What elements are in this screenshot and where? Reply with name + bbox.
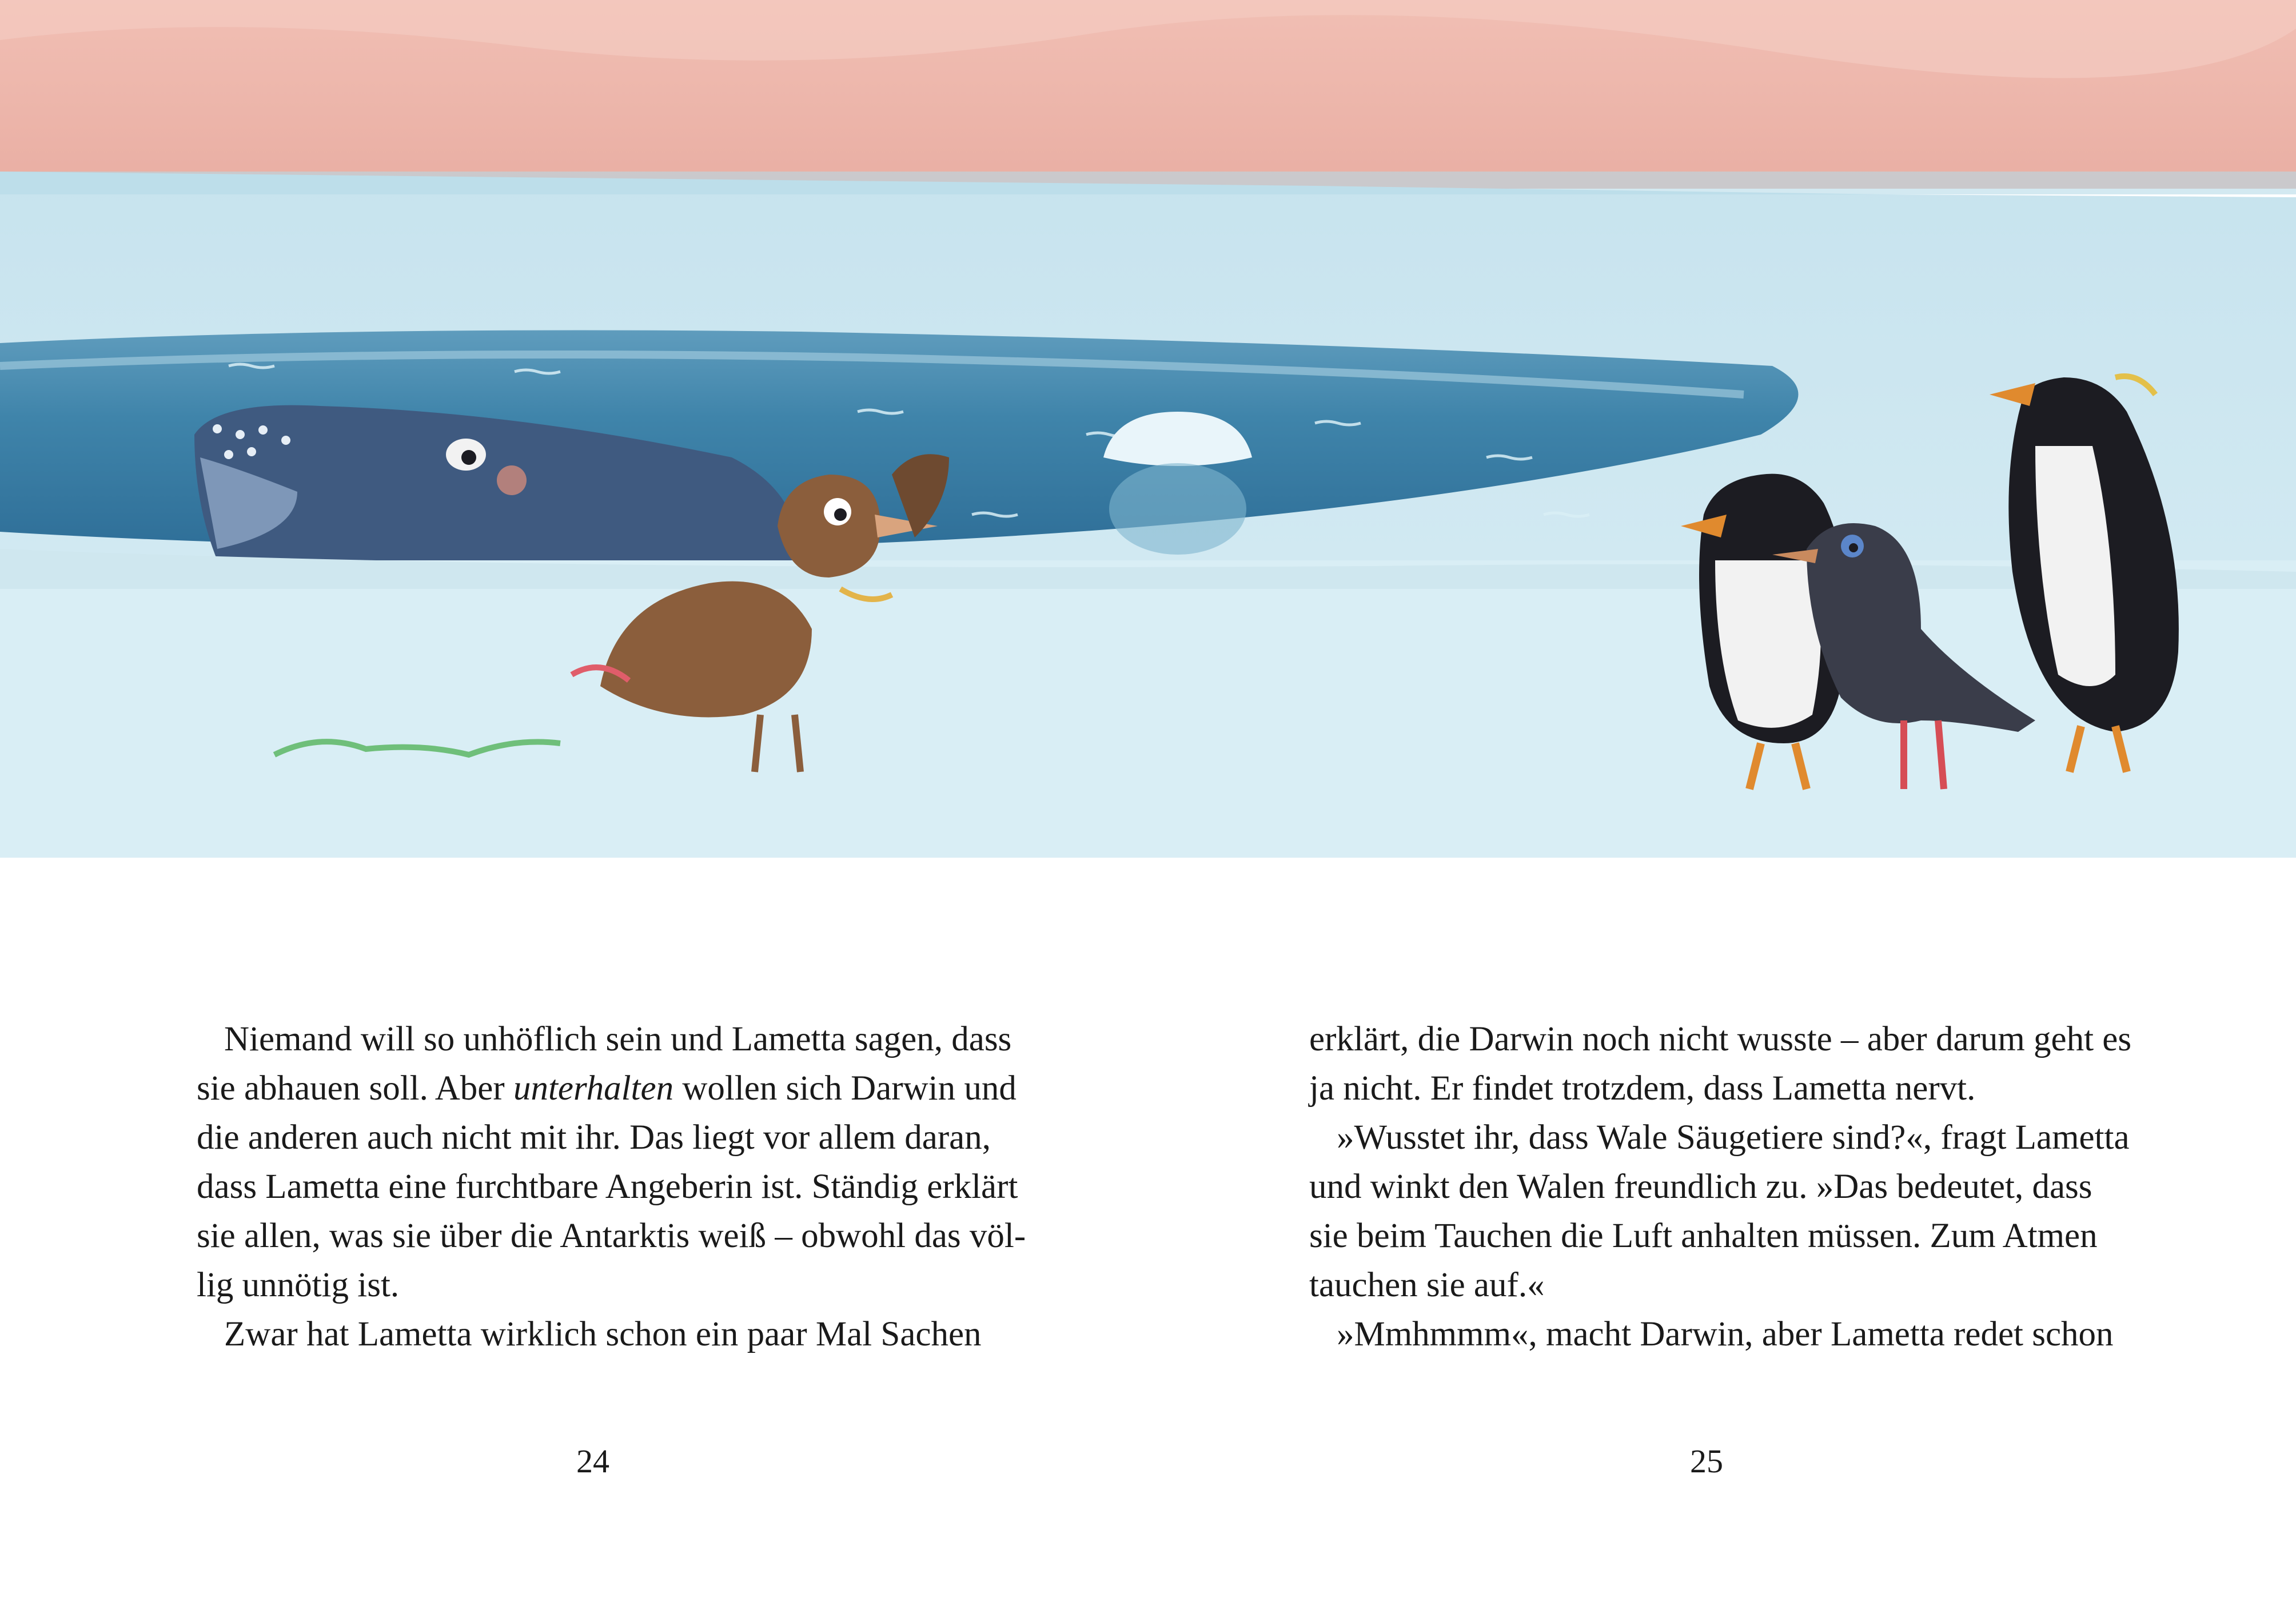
text-line: lig unnötig ist. — [197, 1266, 400, 1304]
text-line: ja nicht. Er findet trotzdem, dass Lametta nervt. — [1309, 1069, 1976, 1108]
text-line: dass Lametta eine furchtbare Angeberin ist. Ständig erklärt — [197, 1168, 1018, 1206]
ice-floe-icon — [1103, 412, 1252, 555]
text-line: erklärt, die Darwin noch nicht wusste – aber darum geht es — [1309, 1020, 2132, 1058]
right-page-text — [1309, 1015, 2132, 1359]
page-number-left: 24 — [576, 1443, 609, 1480]
text-line: Zwar hat Lametta wirklich schon ein paar Mal Sachen — [224, 1315, 982, 1353]
emphasized-word: unterhalten — [513, 1069, 674, 1108]
text-line: »Mmhmmm«, macht Darwin, aber Lametta redet schon — [1337, 1315, 2114, 1353]
text-line: »Wusstet ihr, dass Wale Säugetiere sind?«, fragt Lametta — [1337, 1118, 2130, 1157]
text-line: sie allen, was sie über die Antarktis weiß – obwohl das völ- — [197, 1217, 1026, 1255]
text-line: die anderen auch nicht mit ihr. Das liegt vor allem daran, — [197, 1118, 991, 1157]
text-line: sie abhauen soll. Aber unterhalten wollen sich Darwin und — [197, 1069, 1017, 1108]
text-line: tauchen sie auf.« — [1309, 1266, 1545, 1304]
text-line: sie beim Tauchen die Luft anhalten müssen. Zum Atmen — [1309, 1217, 2098, 1255]
ice-horizon — [0, 172, 2296, 194]
text-line: Niemand will so unhöflich sein und Lametta sagen, dass — [224, 1020, 1012, 1058]
left-page-text — [197, 1015, 1026, 1359]
text-line: und winkt den Walen freundlich zu. »Das bedeutet, dass — [1309, 1168, 2092, 1206]
page-number-right: 25 — [1690, 1443, 1723, 1480]
